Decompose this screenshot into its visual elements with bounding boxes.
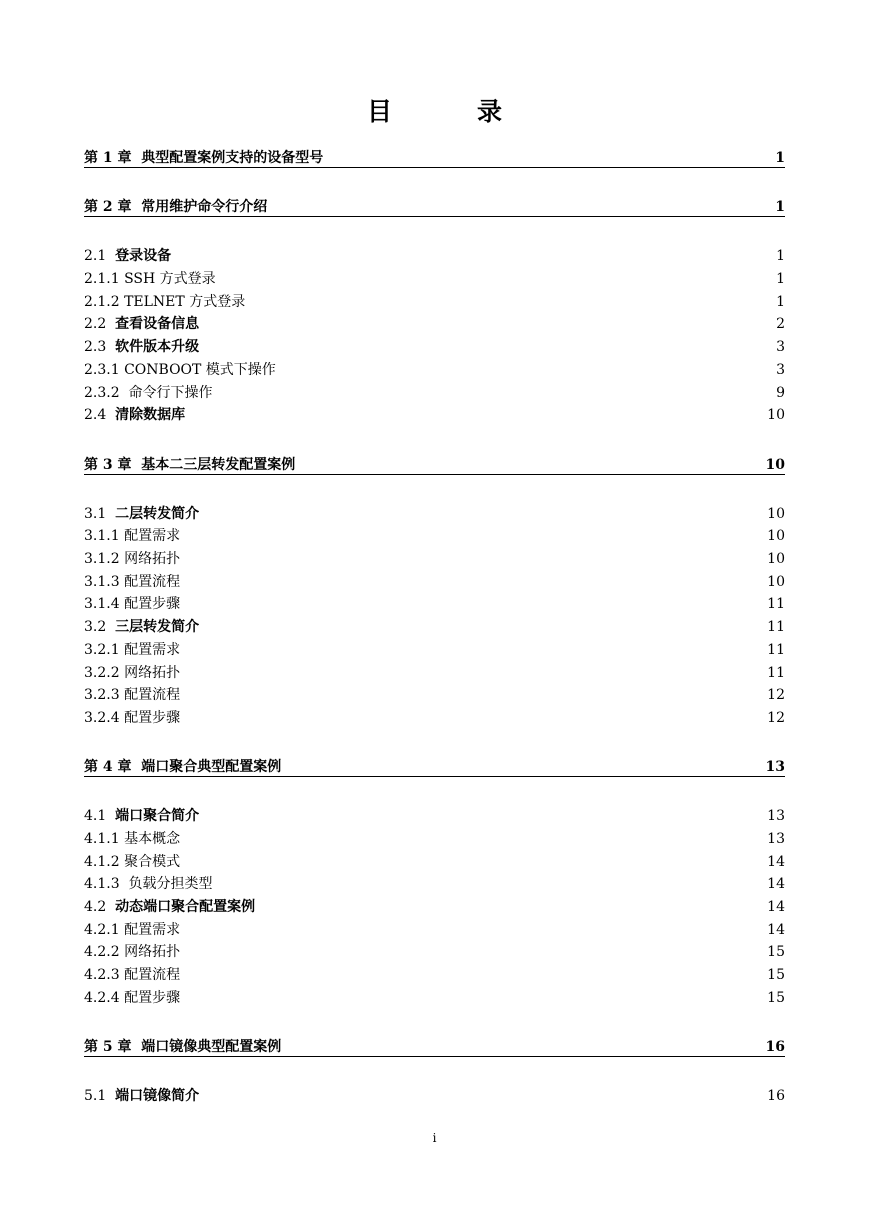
toc-entry-section[interactable] bbox=[84, 243, 785, 265]
toc-entry-page: 13 bbox=[767, 808, 785, 824]
toc-entry-sub[interactable] bbox=[84, 546, 785, 568]
toc-entry-number: 4.2.4 bbox=[84, 990, 125, 1006]
toc-entry-section[interactable] bbox=[84, 614, 785, 636]
toc-entry-sub[interactable] bbox=[84, 826, 785, 848]
toc-entry-title: 配置步骤 bbox=[124, 710, 181, 726]
toc-entry-title: 基本概念 bbox=[124, 831, 181, 847]
toc-entry-page: 14 bbox=[767, 876, 785, 892]
toc-entry-page: 10 bbox=[765, 457, 785, 473]
toc-entry-number: 2.2 bbox=[84, 316, 116, 332]
toc-entry-number: 3.1.3 bbox=[84, 574, 125, 590]
toc-entry-number: 3.2.1 bbox=[84, 642, 125, 658]
toc-entry-number: 3.1.1 bbox=[84, 528, 125, 544]
toc-entry-page: 13 bbox=[765, 759, 785, 775]
toc-entry-page: 12 bbox=[767, 687, 785, 703]
toc-entry-page: 1 bbox=[775, 150, 785, 166]
toc-entry-section[interactable] bbox=[84, 334, 785, 356]
toc-entry-title: 配置需求 bbox=[124, 922, 181, 938]
toc-entry-page: 3 bbox=[776, 362, 785, 378]
toc-entry-number: 第 5 章 bbox=[84, 1039, 142, 1055]
toc-entry-title: 端口聚合典型配置案例 bbox=[141, 759, 282, 775]
toc-entry-title: 配置需求 bbox=[124, 642, 181, 658]
toc-entry-sub[interactable] bbox=[84, 962, 785, 984]
toc-entry-chapter[interactable] bbox=[84, 452, 785, 475]
toc-entry-page: 10 bbox=[767, 528, 785, 544]
toc-entry-title: 软件版本升级 bbox=[115, 339, 200, 355]
toc-entry-page: 15 bbox=[767, 944, 785, 960]
toc-entry-sub[interactable] bbox=[84, 705, 785, 727]
toc-entry-page: 10 bbox=[767, 551, 785, 567]
toc-entry-number: 5.1 bbox=[84, 1088, 116, 1104]
toc-entry-number: 3.2.4 bbox=[84, 710, 125, 726]
toc-entry-title: 三层转发简介 bbox=[115, 619, 200, 635]
toc-entry-chapter[interactable] bbox=[84, 1034, 785, 1057]
toc-entry-page: 16 bbox=[765, 1039, 785, 1055]
toc-entry-page: 11 bbox=[767, 642, 785, 658]
toc-entry-page: 9 bbox=[776, 385, 785, 401]
toc-entry-page: 10 bbox=[767, 506, 785, 522]
toc-entry-number: 3.1 bbox=[84, 506, 116, 522]
toc-entry-page: 10 bbox=[767, 407, 785, 423]
toc-entry-title: 命令行下操作 bbox=[128, 385, 213, 401]
toc-entry-sub[interactable] bbox=[84, 637, 785, 659]
toc-entry-page: 13 bbox=[767, 831, 785, 847]
toc-entry-title: TELNET 方式登录 bbox=[124, 294, 246, 310]
toc-entry-title: 基本二三层转发配置案例 bbox=[141, 457, 296, 473]
toc-entry-sub[interactable] bbox=[84, 289, 785, 311]
toc-entry-title: SSH 方式登录 bbox=[124, 271, 216, 287]
toc-entry-number: 第 2 章 bbox=[84, 199, 142, 215]
toc-entry-title: 配置流程 bbox=[124, 687, 181, 703]
toc-entry-sub[interactable] bbox=[84, 591, 785, 613]
toc-entry-number: 第 4 章 bbox=[84, 759, 142, 775]
toc-entry-section[interactable] bbox=[84, 501, 785, 523]
toc-entry-page: 1 bbox=[775, 199, 785, 215]
toc-entry-number: 3.1.4 bbox=[84, 596, 125, 612]
toc-entry-title: 配置步骤 bbox=[124, 990, 181, 1006]
toc-entry-title: 配置流程 bbox=[124, 574, 181, 590]
toc-entry-page: 16 bbox=[767, 1088, 785, 1104]
toc-entry-title: 网络拓扑 bbox=[124, 665, 181, 681]
toc-entry-number: 4.2.3 bbox=[84, 967, 125, 983]
toc-entry-title: 清除数据库 bbox=[115, 407, 186, 423]
toc-entry-number: 2.1 bbox=[84, 248, 116, 264]
toc-entry-chapter[interactable] bbox=[84, 754, 785, 777]
toc-entry-title: 动态端口聚合配置案例 bbox=[115, 899, 256, 915]
toc-entry-section[interactable] bbox=[84, 311, 785, 333]
toc-entry-page: 14 bbox=[767, 854, 785, 870]
toc-entry-title: 负载分担类型 bbox=[128, 876, 213, 892]
toc-entry-page: 1 bbox=[776, 248, 785, 264]
toc-entry-sub[interactable] bbox=[84, 569, 785, 591]
toc-entry-sub[interactable] bbox=[84, 523, 785, 545]
toc-entry-title: 常用维护命令行介绍 bbox=[141, 199, 268, 215]
toc-entry-title: 聚合模式 bbox=[124, 854, 181, 870]
toc-entry-chapter[interactable] bbox=[84, 145, 785, 168]
toc-entry-sub[interactable] bbox=[84, 660, 785, 682]
toc-entry-page: 14 bbox=[767, 899, 785, 915]
toc-entry-sub[interactable] bbox=[84, 266, 785, 288]
toc-entry-title: 查看设备信息 bbox=[115, 316, 200, 332]
toc-entry-number: 3.1.2 bbox=[84, 551, 125, 567]
toc-entry-page: 1 bbox=[776, 294, 785, 310]
toc-entry-title: 网络拓扑 bbox=[124, 944, 181, 960]
toc-entry-number: 3.2.3 bbox=[84, 687, 125, 703]
toc-entry-number: 第 3 章 bbox=[84, 457, 142, 473]
page-number: i bbox=[432, 1131, 437, 1145]
toc-entry-page: 11 bbox=[767, 619, 785, 635]
toc-entry-title: 配置步骤 bbox=[124, 596, 181, 612]
toc-entry-number: 2.1.2 bbox=[84, 294, 125, 310]
toc-entry-title: 端口镜像典型配置案例 bbox=[141, 1039, 282, 1055]
toc-entry-sub[interactable] bbox=[84, 871, 785, 893]
toc-entry-title: 端口聚合简介 bbox=[115, 808, 200, 824]
toc-entry-number: 3.2.2 bbox=[84, 665, 125, 681]
toc-entry-page: 10 bbox=[767, 574, 785, 590]
toc-entry-number: 4.2 bbox=[84, 899, 116, 915]
toc-entry-number: 第 1 章 bbox=[84, 150, 142, 166]
toc-entry-title: 配置流程 bbox=[124, 967, 181, 983]
toc-entry-sub[interactable] bbox=[84, 380, 785, 402]
toc-entry-page: 15 bbox=[767, 967, 785, 983]
toc-entry-title: 配置需求 bbox=[124, 528, 181, 544]
toc-entry-sub[interactable] bbox=[84, 682, 785, 704]
toc-entry-sub[interactable] bbox=[84, 917, 785, 939]
toc-entry-number: 4.1 bbox=[84, 808, 116, 824]
toc-entry-page: 12 bbox=[767, 710, 785, 726]
toc-entry-section[interactable] bbox=[84, 803, 785, 825]
toc-entry-sub[interactable] bbox=[84, 985, 785, 1007]
toc-entry-section[interactable] bbox=[84, 402, 785, 424]
toc-entry-number: 4.1.3 bbox=[84, 876, 129, 892]
toc-entry-number: 2.4 bbox=[84, 407, 116, 423]
toc-entry-number: 4.1.1 bbox=[84, 831, 125, 847]
toc-entry-title: CONBOOT 模式下操作 bbox=[124, 362, 276, 378]
toc-entry-number: 2.1.1 bbox=[84, 271, 125, 287]
toc-entry-number: 4.2.2 bbox=[84, 944, 125, 960]
toc-entry-title: 网络拓扑 bbox=[124, 551, 181, 567]
page-title: 目 录 bbox=[366, 97, 532, 126]
toc-entry-sub[interactable] bbox=[84, 357, 785, 379]
toc-entry-page: 14 bbox=[767, 922, 785, 938]
toc-entry-section[interactable] bbox=[84, 1083, 785, 1105]
toc-entry-page: 15 bbox=[767, 990, 785, 1006]
toc-entry-page: 11 bbox=[767, 665, 785, 681]
toc-entry-sub[interactable] bbox=[84, 849, 785, 871]
toc-entry-number: 2.3.1 bbox=[84, 362, 125, 378]
toc-entry-section[interactable] bbox=[84, 894, 785, 916]
toc-entry-number: 3.2 bbox=[84, 619, 116, 635]
toc-entry-number: 2.3.2 bbox=[84, 385, 129, 401]
toc-entry-page: 2 bbox=[776, 316, 785, 332]
toc-entry-chapter[interactable] bbox=[84, 194, 785, 217]
toc-entry-page: 1 bbox=[776, 271, 785, 287]
toc-entry-number: 4.1.2 bbox=[84, 854, 125, 870]
toc-entry-title: 二层转发简介 bbox=[115, 506, 200, 522]
toc-entry-title: 登录设备 bbox=[115, 248, 172, 264]
toc-entry-page: 3 bbox=[776, 339, 785, 355]
toc-entry-sub[interactable] bbox=[84, 939, 785, 961]
toc-entry-number: 4.2.1 bbox=[84, 922, 125, 938]
toc-entry-title: 典型配置案例支持的设备型号 bbox=[141, 150, 324, 166]
toc-entry-number: 2.3 bbox=[84, 339, 116, 355]
toc-entry-title: 端口镜像简介 bbox=[115, 1088, 200, 1104]
toc-entry-page: 11 bbox=[767, 596, 785, 612]
